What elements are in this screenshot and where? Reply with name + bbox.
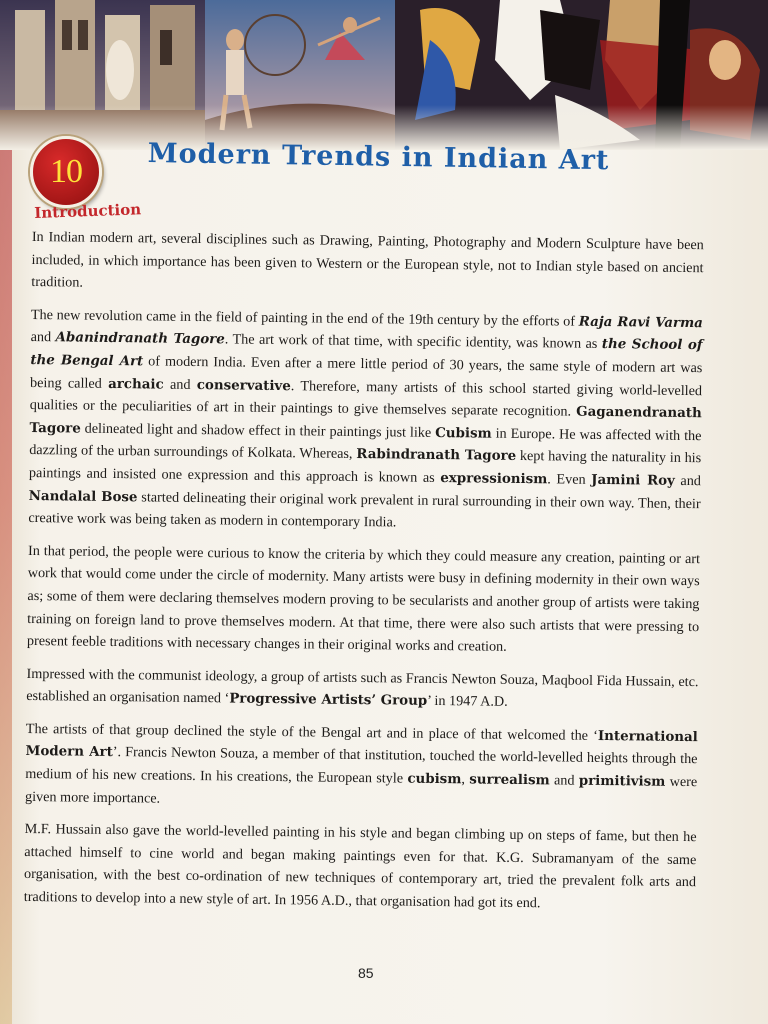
paragraph [26, 663, 699, 716]
paragraph-text: The artists of that group declined the style of the Bengal art and in place of that welcomed the ‘ [25, 720, 599, 744]
emphasized-term: Gaganendranath Tagore [29, 403, 702, 437]
emphasized-term: Cubism [435, 424, 492, 442]
paragraph-text: , [461, 771, 470, 788]
painting-collage-image [0, 0, 768, 150]
paragraph-text: and [674, 472, 702, 490]
emphasized-term: cubism [407, 770, 462, 788]
chapter-number: 10 [50, 153, 82, 190]
emphasized-term: archaic [108, 375, 164, 393]
paragraph [25, 718, 698, 817]
paragraph [28, 304, 703, 538]
chapter-number-badge [30, 136, 102, 208]
emphasized-term: International Modern Art [25, 727, 698, 761]
paragraph-text: . Therefore, many artists of this school started giving world-levelled qualities or the peculiarities of art in their paintings to give themselves separate recognition. [29, 377, 703, 420]
chapter-title: Modern Trends in Indian Art [147, 138, 610, 177]
page-number: 85 [358, 965, 374, 981]
paragraph-text: The new revolution came in the field of painting in the end of the 19th century by the efforts of [30, 306, 579, 330]
page-edge-decoration [0, 150, 12, 1024]
section-heading: Introduction [34, 200, 142, 222]
emphasized-term: Abanindranath Tagore [55, 329, 225, 348]
paragraph-text: started delineating their original work prevalent in rural surrounding in their own way. Then, their creative work was being taken as modern in contemporary India. [28, 488, 701, 531]
paragraph-text: kept having the naturality in his paintings and insisted one expression and this approach is known as [28, 448, 702, 486]
paragraph [24, 818, 697, 917]
paragraph-text: . Even [547, 471, 592, 488]
emphasized-term: surrealism [469, 771, 550, 789]
paragraph-text: Impressed with the communist ideology, a group of artists such as Francis Newton Souza, Maqbool Fida Hussain, etc. established an organisation named ‘ [26, 665, 699, 707]
paragraph-text: In that period, the people were curious to know the criteria by which they could measure any creation, painting or art work that would come under the circle of modernity. Many artists were busy in defining modernity in their own ways as; some of them were declaring themselves modern proving to be secularists and another group of artists were taking training on foreign land to prove themselves modern. At that time, there were also such artists that were pressing to present feeble traditions with necessary changes in their original works and creation. [26, 542, 701, 655]
paragraph-text: and [549, 772, 579, 789]
paragraph-text: . The art work of that time, with specific identity, was known as [224, 331, 602, 353]
emphasized-term: the School of the Bengal Art [30, 336, 703, 370]
paragraph-text: M.F. Hussain also gave the world-levelled painting in his style and began climbing up on steps of fame, but then he attached himself to cine world and began making paintings even for that. K.G. Subramanyam of the same organisation, with the best co-ordination of new techniques of contemporary art, tried the prevalent folk arts and traditions to develop into a new style of art. In 1956 A.D., that organisation had got its end. [23, 821, 697, 912]
paragraph-text: In Indian modern art, several disciplines such as Drawing, Painting, Photography and Modern Sculpture have been included, in which importance has been given to Western or the European style, not to Indian style based on ancient tradition. [31, 228, 704, 291]
body-text [24, 226, 704, 927]
emphasized-term: Nandalal Bose [28, 487, 138, 505]
paragraph [31, 226, 704, 302]
paragraph-text: delineated light and shadow effect in their paintings just like [80, 420, 436, 441]
paragraph-text: were given more importance. [24, 773, 698, 807]
emphasized-term: primitivism [578, 772, 666, 790]
emphasized-term: expressionism [440, 469, 548, 488]
paragraph-text: in Europe. He was affected with the dazzling of the urban surroundings of Kolkata. Whereas, [29, 425, 702, 463]
emphasized-term: Rabindranath Tagore [356, 446, 517, 465]
paragraph-text: and [163, 376, 197, 393]
paragraph-text: ’ in 1947 A.D. [427, 693, 508, 711]
paragraph-text: and [30, 329, 56, 346]
emphasized-term: Progressive Artists’ Group [229, 690, 428, 710]
header-painting-collage [0, 0, 768, 150]
paragraph [27, 540, 700, 661]
emphasized-term: Jamini Roy [591, 471, 675, 489]
emphasized-term: Raja Ravi Varma [578, 313, 703, 331]
emphasized-term: conservative [196, 376, 291, 394]
paragraph-text: of modern India. Even after a mere little period of 30 years, the same style of modern art was being called [29, 353, 703, 392]
paragraph-text: ’. Francis Newton Souza, a member of that institution, touched the world-levelled heights through the medium of his new creations. In his creations, the European style [25, 744, 698, 787]
